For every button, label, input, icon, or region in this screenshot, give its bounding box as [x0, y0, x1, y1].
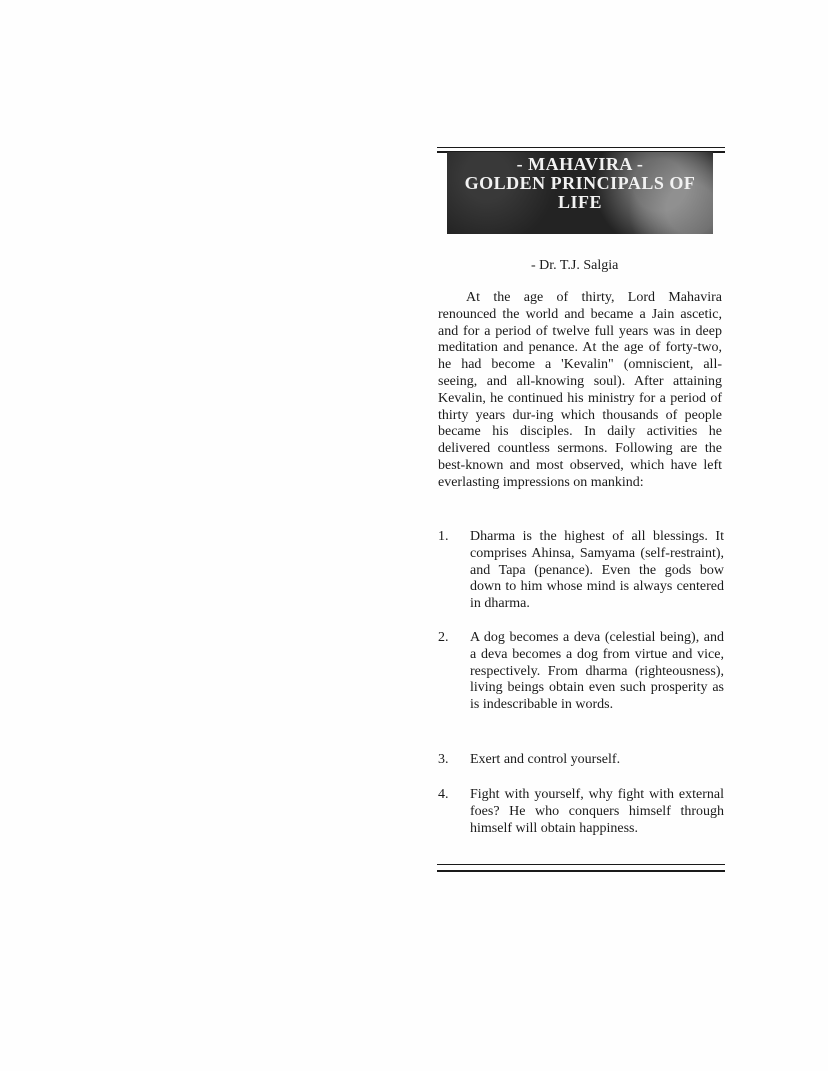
bottom-rule: [437, 864, 725, 872]
list-item-text: A dog becomes a deva (celestial being), and a deva becomes a dog from virtue and vice, respectively. From dharma (righteousness), living beings obtain even such prosperity as is indescribable in words.: [470, 630, 724, 713]
list-item-number: 1.: [438, 529, 449, 544]
list-item-number: 3.: [438, 752, 449, 767]
author-byline: - Dr. T.J. Salgia: [531, 258, 619, 273]
list-item: [438, 529, 724, 613]
list-item-text: Fight with yourself, why fight with external foes? He who conquers himself through himself will obtain happiness.: [470, 787, 724, 836]
list-item-number: 2.: [438, 630, 449, 645]
title-line-1: - MAHAVIRA -: [516, 154, 644, 174]
list-item-text: Dharma is the highest of all blessings. It comprises Ahinsa, Samyama (self-restraint), and Tapa (penance). Even the gods bow down to him whose mind is always centered in dharma.: [470, 529, 724, 612]
list-item: [438, 630, 724, 714]
intro-paragraph: At the age of thirty, Lord Mahavira renounced the world and became a Jain ascetic, and for a period of twelve full years was in deep meditation and penance. At the age of forty-two, he had become a 'Kevalin" (omniscient, all- seeing, and all-knowing soul). After attaining Kevalin, he continued his ministry for a period of thirty years dur-ing which thousands of people became his disciples. In daily activities he delivered countless sermons. Following are the best-known and most observed, which have left everlasting impressions on mankind:: [438, 290, 722, 490]
list-item: [438, 752, 724, 769]
list-item-text: Exert and control yourself.: [470, 752, 621, 767]
title-banner: [447, 152, 713, 234]
list-item-number: 4.: [438, 787, 449, 802]
list-item: [438, 787, 724, 837]
title-line-2: GOLDEN PRINCIPALS OF: [464, 173, 696, 193]
title-line-3: LIFE: [557, 192, 602, 212]
